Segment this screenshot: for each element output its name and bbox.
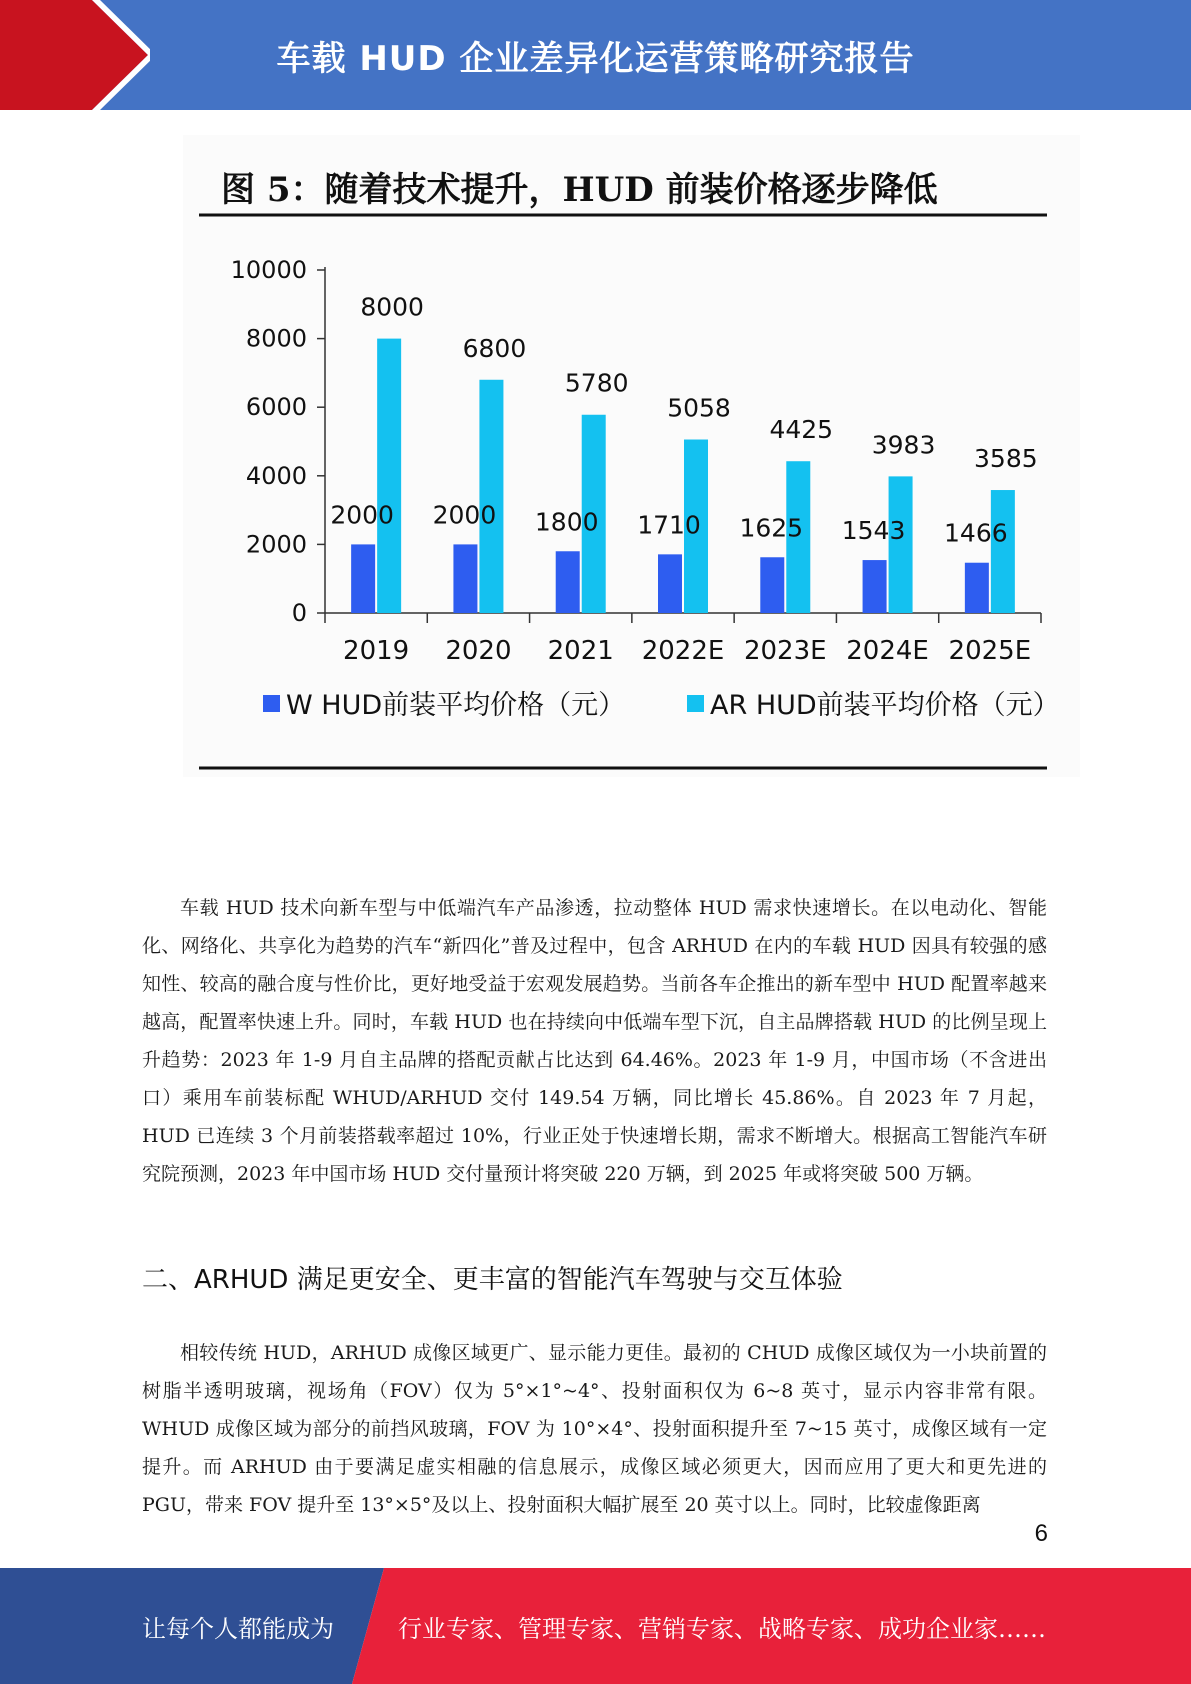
chart-data-labels — [330, 293, 1037, 548]
data-label-series-2: 4425 — [769, 415, 834, 445]
data-label-series-2: 5780 — [564, 368, 629, 398]
data-label-series-2: 8000 — [360, 292, 424, 322]
x-tick-label: 2023E — [743, 636, 827, 666]
bar-series-1 — [556, 551, 580, 613]
bar-series-1 — [760, 557, 784, 613]
legend-label: AR HUD前装平均价格（元） — [710, 690, 1060, 721]
bar-series-2 — [991, 490, 1015, 613]
data-label-series-2: 3585 — [974, 444, 1038, 474]
chart-bars — [351, 339, 1015, 613]
data-label-series-1: 1543 — [841, 516, 906, 546]
x-tick-label: 2021 — [547, 636, 614, 666]
paragraph-text: 相较传统 HUD，ARHUD 成像区域更广、显示能力更佳。最初的 CHUD 成像区域仅为一小块前置的树脂半透明玻璃，视场角（FOV）仅为 5°×1°~4°、投射面积仅为 6~8 英寸，显示内容非常有限。WHUD 成像区域为部分的前挡风玻璃，FOV 为 10°×4°、投射面积提升至 7~15 英寸，成像区域有一定提升。而 ARHUD 由于要满足虚实相融的信息展示，成像区域必须更大，因而应用了更大和更先进的 PGU，带来 FOV 提升至 13°×5°及以上、投射面积大幅扩展至 20 英寸以上。同时，比较虚像距离 — [142, 1342, 1047, 1516]
data-label-series-1: 1710 — [637, 510, 701, 540]
y-tick-label: 10000 — [230, 256, 307, 284]
bar-chart — [183, 135, 1080, 777]
bar-series-2 — [479, 380, 503, 613]
section-heading: 二、ARHUD 满足更安全、更丰富的智能汽车驾驶与交互体验 — [142, 1265, 843, 1295]
x-tick-label: 2025E — [948, 636, 1032, 666]
page-footer — [0, 1568, 1191, 1684]
figure-5 — [183, 135, 1080, 777]
y-tick-label: 0 — [291, 599, 307, 627]
page-header — [0, 0, 1191, 110]
y-tick-label: 4000 — [245, 461, 307, 490]
data-label-series-1: 1800 — [534, 507, 599, 537]
header-red-arrow-decoration — [0, 0, 150, 110]
bar-series-2 — [377, 339, 401, 613]
footer-slogan-right: 行业专家、管理专家、营销专家、战略专家、成功企业家…… — [398, 1614, 1046, 1643]
bar-series-1 — [351, 544, 375, 613]
bar-series-1 — [453, 544, 477, 613]
data-label-series-2: 3983 — [871, 430, 936, 460]
data-label-series-1: 1625 — [739, 513, 804, 543]
data-label-series-1: 2000 — [330, 500, 394, 530]
legend-swatch — [263, 695, 280, 712]
x-tick-label: 2019 — [343, 636, 410, 666]
data-label-series-1: 2000 — [432, 500, 497, 530]
legend-swatch — [687, 695, 704, 712]
bar-series-1 — [965, 563, 989, 613]
data-label-series-1: 1466 — [944, 518, 1008, 548]
data-label-series-2: 6800 — [462, 333, 527, 363]
y-tick-label: 6000 — [245, 393, 307, 422]
body-paragraph-2 — [142, 1334, 1047, 1524]
body-paragraph-1 — [142, 889, 1047, 1193]
x-tick-label: 2024E — [846, 636, 929, 666]
footer-slogan-left: 让每个人都能成为 — [142, 1614, 334, 1643]
paragraph-text: 车载 HUD 技术向新车型与中低端汽车产品渗透，拉动整体 HUD 需求快速增长。在以电动化、智能化、网络化、共享化为趋势的汽车“新四化”普及过程中，包含 ARHUD 在内的车载 HUD 因具有较强的感知性、较高的融合度与性价比，更好地受益于宏观发展趋势。当前各车企推出的新车型中 HUD 配置率越来越高，配置率快速上升。同时，车载 HUD 也在持续向中低端车型下沉，自主品牌搭载 HUD 的比例呈现上升趋势：2023 年 1-9 月自主品牌的搭配贡献占比达到 64.46%。2023 年 1-9 月，中国市场（不含进出口）乘用车前装标配 WHUD/ARHUD 交付 149.54 万辆，同比增长 45.86%。自 2023 年 7 月起，HUD 已连续 3 个月前装搭载率超过 10%，行业正处于快速增长期，需求不断增大。根据高工智能汽车研究院预测，2023 年中国市场 HUD 交付量预计将突破 220 万辆，到 2025 年或将突破 500 万辆。 — [142, 897, 1047, 1185]
y-tick-label: 8000 — [245, 324, 307, 353]
chart-legend — [263, 690, 1060, 721]
legend-label: W HUD前装平均价格（元） — [286, 690, 626, 721]
x-tick-label: 2022E — [641, 636, 725, 666]
figure-title: 图 5：随着技术提升，HUD 前装价格逐步降低 — [221, 170, 938, 210]
data-label-series-2: 5058 — [667, 393, 731, 423]
page-number: 6 — [1034, 1520, 1048, 1547]
x-tick-label: 2020 — [445, 636, 512, 666]
bar-series-1 — [658, 554, 682, 613]
report-title: 车载 HUD 企业差异化运营策略研究报告 — [276, 38, 915, 79]
bar-series-1 — [863, 560, 887, 613]
y-tick-label: 2000 — [245, 530, 307, 559]
